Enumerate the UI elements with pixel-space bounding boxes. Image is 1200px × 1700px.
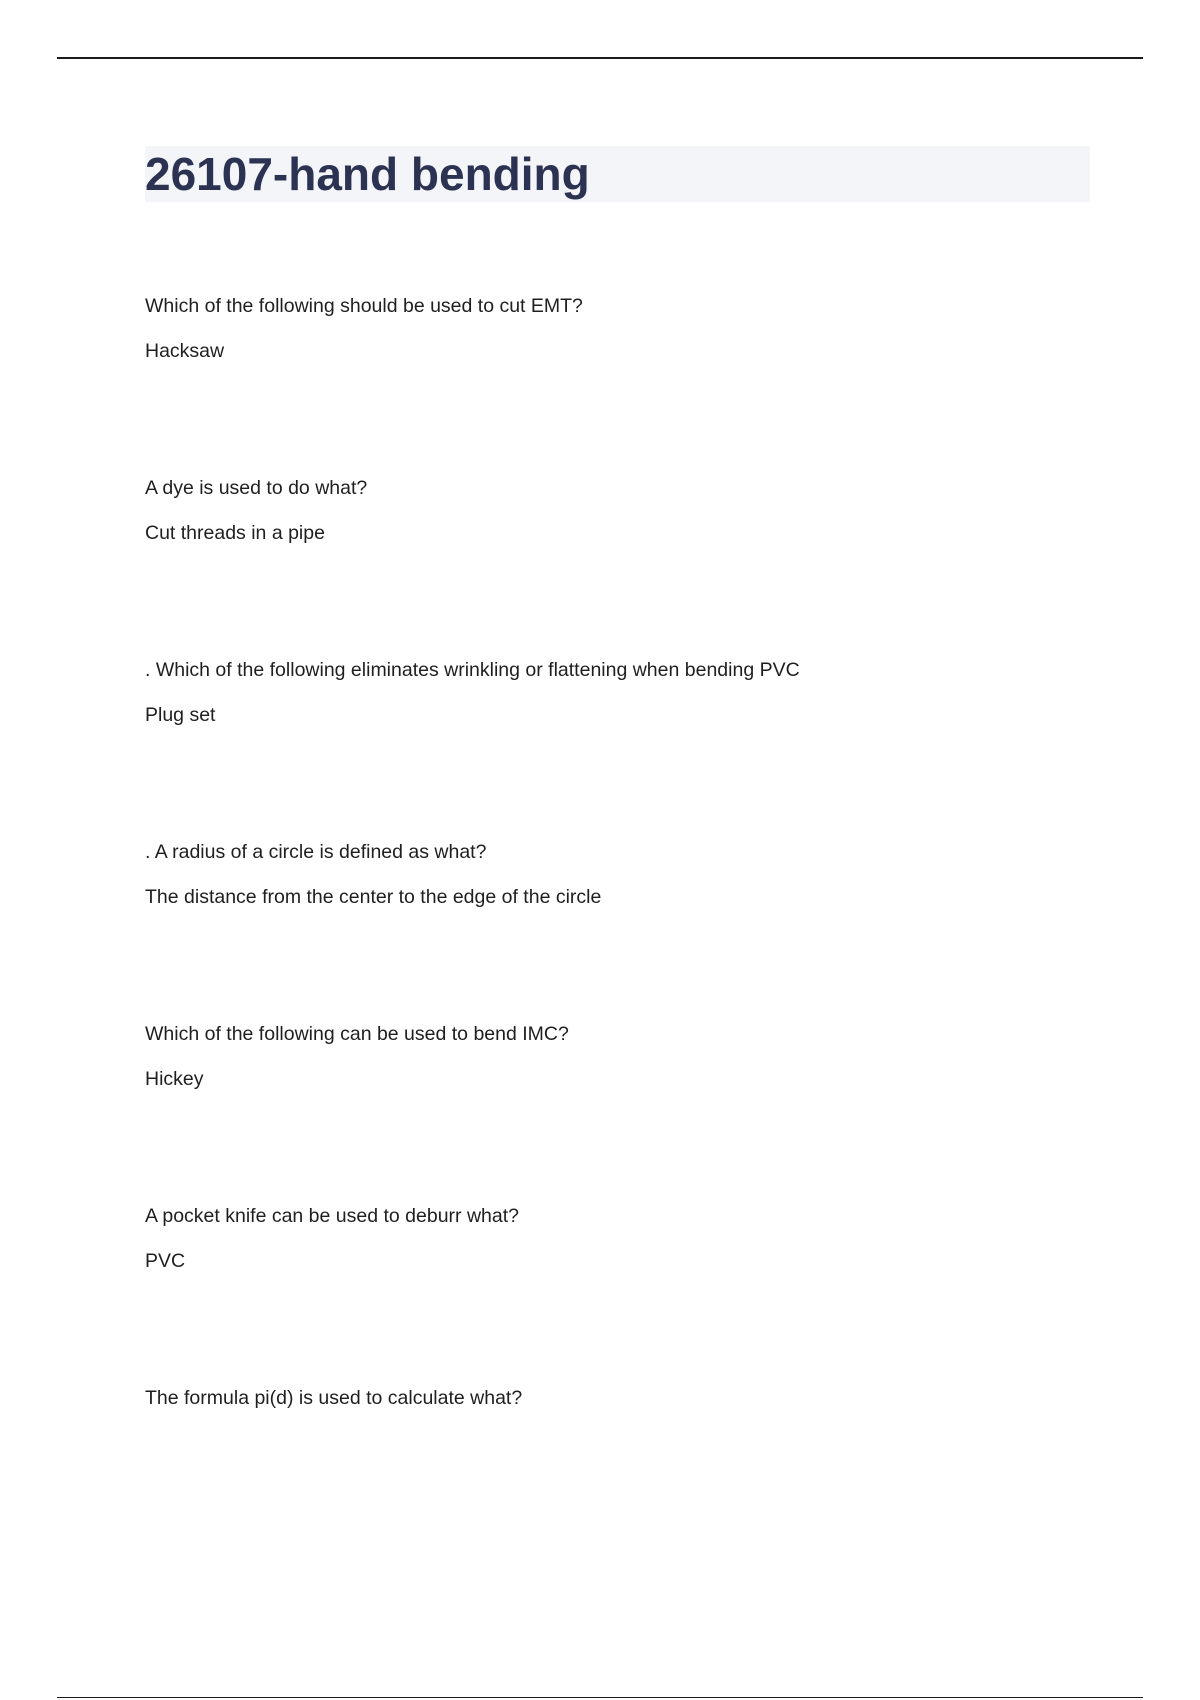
question-text: . A radius of a circle is defined as what? — [145, 841, 487, 863]
answer-text: PVC — [145, 1250, 186, 1272]
question-text: A pocket knife can be used to deburr what? — [145, 1205, 519, 1227]
qa-item — [145, 654, 1105, 836]
question-text: Which of the following can be used to bend IMC? — [145, 1023, 569, 1045]
qa-item — [145, 1200, 1105, 1382]
question-text: A dye is used to do what? — [145, 477, 368, 499]
top-divider — [57, 57, 1143, 59]
qa-item — [145, 290, 1105, 472]
question-text: The formula pi(d) is used to calculate what? — [145, 1387, 523, 1409]
question-text: Which of the following should be used to cut EMT? — [145, 295, 583, 317]
qa-item — [145, 1018, 1105, 1200]
answer-text: Hacksaw — [145, 340, 225, 362]
answer-text: Cut threads in a pipe — [145, 522, 325, 544]
qa-item — [145, 836, 1105, 1018]
qa-list — [145, 290, 1105, 1564]
answer-text: Plug set — [145, 704, 216, 726]
document-title: 26107-hand bending — [145, 148, 590, 200]
bottom-divider — [57, 1697, 1143, 1698]
question-text: . Which of the following eliminates wrinkling or flattening when bending PVC — [145, 659, 800, 681]
answer-text: The distance from the center to the edge of the circle — [145, 886, 602, 908]
qa-item — [145, 472, 1105, 654]
answer-text: Hickey — [145, 1068, 204, 1090]
qa-item — [145, 1382, 1105, 1564]
